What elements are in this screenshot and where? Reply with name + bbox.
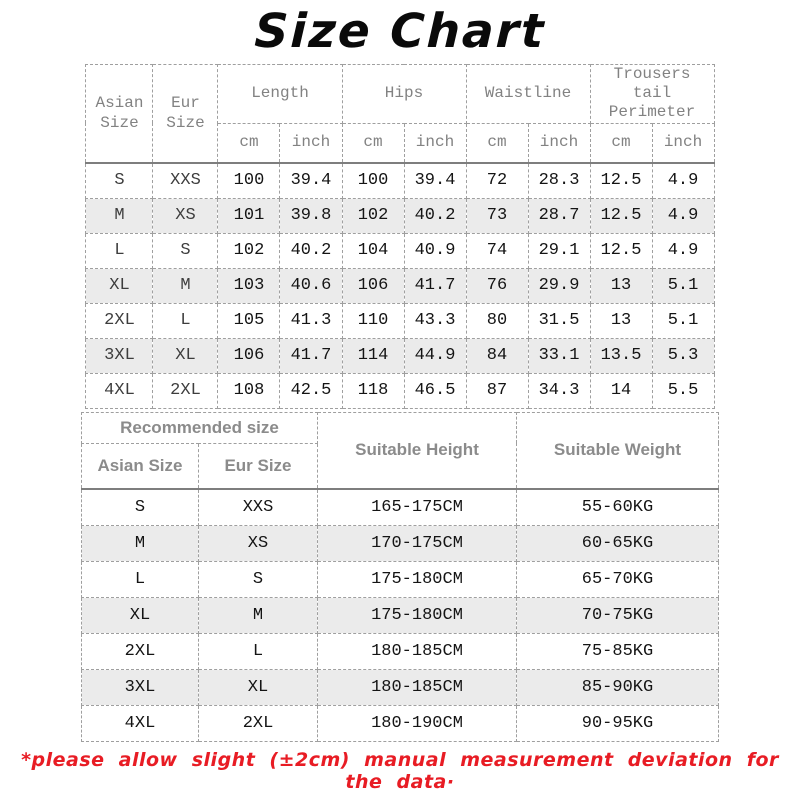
table-cell: XS xyxy=(198,525,317,561)
table-cell: 3XL xyxy=(81,669,198,705)
table-cell: 28.3 xyxy=(528,163,590,198)
table-cell: 13.5 xyxy=(590,338,652,373)
measurement-deviation-note: *please allow slight (±2cm) manual measurement deviation for the data· xyxy=(21,748,779,793)
header-row-groups xyxy=(86,65,714,124)
recommended-size-table xyxy=(81,412,719,742)
table-cell: 4.9 xyxy=(652,198,714,233)
table-cell: L xyxy=(81,561,198,597)
table-cell: 102 xyxy=(218,233,280,268)
table-row xyxy=(86,198,714,233)
header-recommended-size: Recommended size xyxy=(81,412,317,443)
table-row xyxy=(81,597,718,633)
table-row xyxy=(81,633,718,669)
table-cell: 60-65KG xyxy=(517,525,719,561)
table-cell: M xyxy=(198,597,317,633)
table-cell: L xyxy=(198,633,317,669)
table-cell: 40.6 xyxy=(280,268,342,303)
table-cell: 29.1 xyxy=(528,233,590,268)
table-cell: S xyxy=(198,561,317,597)
table-cell: XL xyxy=(86,268,153,303)
table-row xyxy=(81,669,718,705)
unit-cell: cm xyxy=(218,123,280,163)
table-cell: L xyxy=(153,303,218,338)
unit-cell: inch xyxy=(280,123,342,163)
table-cell: 80 xyxy=(466,303,528,338)
table-cell: 4.9 xyxy=(652,233,714,268)
table-cell: 108 xyxy=(218,373,280,408)
size-table-body xyxy=(86,163,714,408)
table-cell: 40.2 xyxy=(280,233,342,268)
table-cell: 13 xyxy=(590,268,652,303)
table-cell: 2XL xyxy=(198,705,317,741)
unit-cell: cm xyxy=(590,123,652,163)
table-row xyxy=(86,163,714,198)
table-cell: 41.3 xyxy=(280,303,342,338)
table-cell: 110 xyxy=(342,303,404,338)
table-cell: 180-190CM xyxy=(318,705,517,741)
table-cell: 29.9 xyxy=(528,268,590,303)
table-cell: 65-70KG xyxy=(517,561,719,597)
table-cell: 180-185CM xyxy=(318,669,517,705)
table-cell: 33.1 xyxy=(528,338,590,373)
unit-cell: inch xyxy=(652,123,714,163)
table-cell: 44.9 xyxy=(404,338,466,373)
table-cell: 165-175CM xyxy=(318,489,517,525)
table-cell: 103 xyxy=(218,268,280,303)
unit-cell: cm xyxy=(466,123,528,163)
table-row xyxy=(86,233,714,268)
table-cell: 4XL xyxy=(81,705,198,741)
table-cell: 106 xyxy=(218,338,280,373)
table-cell: 76 xyxy=(466,268,528,303)
page-title: Size Chart xyxy=(253,4,547,59)
table-cell: XXS xyxy=(153,163,218,198)
table-cell: 4XL xyxy=(86,373,153,408)
table-row xyxy=(81,525,718,561)
table-cell: 40.9 xyxy=(404,233,466,268)
table-cell: 87 xyxy=(466,373,528,408)
table-cell: 3XL xyxy=(86,338,153,373)
table-cell: 84 xyxy=(466,338,528,373)
header-trousers-tail: Trousers tail Perimeter xyxy=(590,65,714,124)
table-cell: 106 xyxy=(342,268,404,303)
table-cell: 100 xyxy=(342,163,404,198)
table-cell: 2XL xyxy=(81,633,198,669)
table-cell: 12.5 xyxy=(590,233,652,268)
table-cell: 102 xyxy=(342,198,404,233)
table-cell: 39.8 xyxy=(280,198,342,233)
table-cell: 114 xyxy=(342,338,404,373)
header-asian-size: Asian Size xyxy=(86,65,153,164)
table-cell: S xyxy=(153,233,218,268)
table-cell: 2XL xyxy=(153,373,218,408)
table-cell: S xyxy=(81,489,198,525)
header-length: Length xyxy=(218,65,342,124)
header-row-recommended xyxy=(81,412,718,443)
table-cell: L xyxy=(86,233,153,268)
table-cell: 74 xyxy=(466,233,528,268)
table-cell: 70-75KG xyxy=(517,597,719,633)
table-cell: 13 xyxy=(590,303,652,338)
table-cell: M xyxy=(81,525,198,561)
table-row xyxy=(86,268,714,303)
header-waistline: Waistline xyxy=(466,65,590,124)
table-cell: S xyxy=(86,163,153,198)
table-cell: 4.9 xyxy=(652,163,714,198)
table-row xyxy=(86,373,714,408)
unit-cell: cm xyxy=(342,123,404,163)
table-cell: 100 xyxy=(218,163,280,198)
table-cell: 34.3 xyxy=(528,373,590,408)
table-row xyxy=(81,705,718,741)
table-cell: 43.3 xyxy=(404,303,466,338)
table-row xyxy=(86,303,714,338)
table-cell: M xyxy=(86,198,153,233)
header-eur-size: Eur Size xyxy=(198,443,317,489)
table-cell: 40.2 xyxy=(404,198,466,233)
table-cell: XL xyxy=(81,597,198,633)
table-cell: 55-60KG xyxy=(517,489,719,525)
table-cell: 5.1 xyxy=(652,268,714,303)
table-cell: 31.5 xyxy=(528,303,590,338)
table-cell: 170-175CM xyxy=(318,525,517,561)
table-cell: 85-90KG xyxy=(517,669,719,705)
table-cell: XS xyxy=(153,198,218,233)
table-cell: 118 xyxy=(342,373,404,408)
table-cell: M xyxy=(153,268,218,303)
table-cell: 180-185CM xyxy=(318,633,517,669)
table-cell: 73 xyxy=(466,198,528,233)
table-cell: XXS xyxy=(198,489,317,525)
table-cell: 5.3 xyxy=(652,338,714,373)
unit-cell: inch xyxy=(404,123,466,163)
table-cell: 41.7 xyxy=(404,268,466,303)
recommended-table-body xyxy=(81,489,718,741)
table-cell: 12.5 xyxy=(590,163,652,198)
table-row xyxy=(81,561,718,597)
table-cell: 12.5 xyxy=(590,198,652,233)
header-asian-size: Asian Size xyxy=(81,443,198,489)
header-suitable-height: Suitable Height xyxy=(318,412,517,489)
table-cell: 41.7 xyxy=(280,338,342,373)
header-suitable-weight: Suitable Weight xyxy=(517,412,719,489)
table-cell: XL xyxy=(153,338,218,373)
table-cell: 2XL xyxy=(86,303,153,338)
table-cell: 175-180CM xyxy=(318,561,517,597)
table-cell: 175-180CM xyxy=(318,597,517,633)
table-cell: 42.5 xyxy=(280,373,342,408)
size-measurements-table xyxy=(85,64,714,409)
table-row xyxy=(81,489,718,525)
table-cell: 5.5 xyxy=(652,373,714,408)
table-cell: 39.4 xyxy=(404,163,466,198)
table-cell: 5.1 xyxy=(652,303,714,338)
table-cell: 14 xyxy=(590,373,652,408)
header-eur-size: Eur Size xyxy=(153,65,218,164)
table-cell: 90-95KG xyxy=(517,705,719,741)
table-cell: 105 xyxy=(218,303,280,338)
table-cell: 101 xyxy=(218,198,280,233)
header-hips: Hips xyxy=(342,65,466,124)
unit-cell: inch xyxy=(528,123,590,163)
table-cell: XL xyxy=(198,669,317,705)
table-cell: 39.4 xyxy=(280,163,342,198)
table-cell: 46.5 xyxy=(404,373,466,408)
table-cell: 72 xyxy=(466,163,528,198)
table-cell: 75-85KG xyxy=(517,633,719,669)
table-cell: 104 xyxy=(342,233,404,268)
table-row xyxy=(86,338,714,373)
table-cell: 28.7 xyxy=(528,198,590,233)
